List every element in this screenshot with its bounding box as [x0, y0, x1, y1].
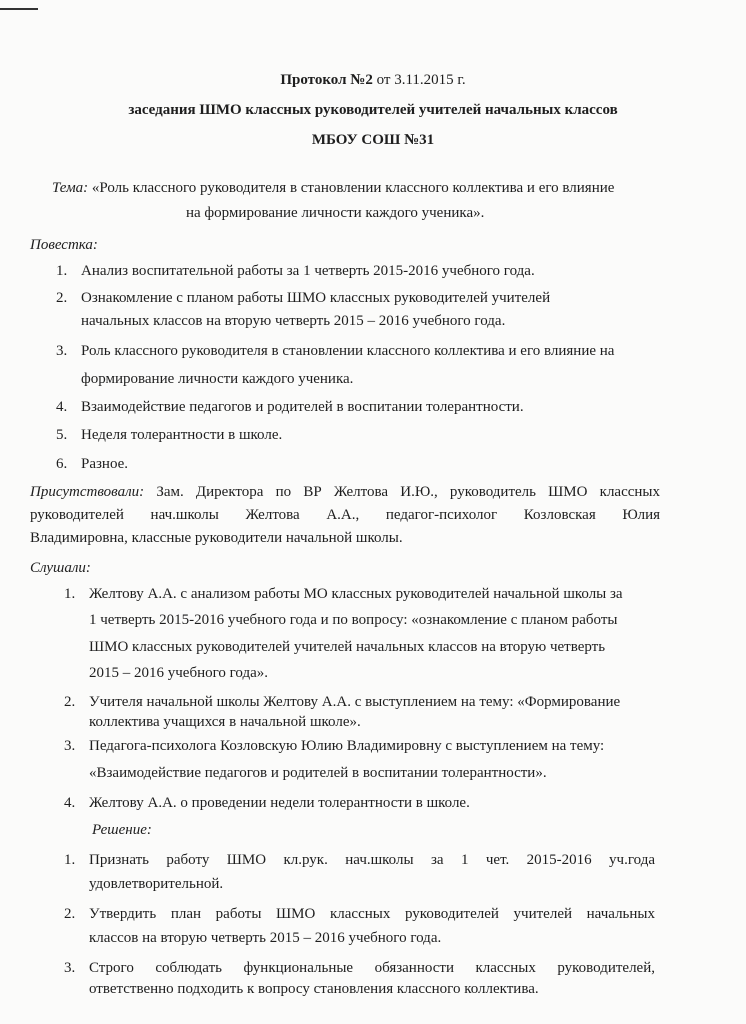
agenda-item-number: 3. — [56, 343, 68, 359]
heard-item-text: Желтову А.А. о проведении недели толерантности в школе. — [89, 795, 470, 811]
decision-item-number: 3. — [64, 960, 76, 976]
present-text-2: руководителей нач.школы Желтова А.А., педагог-психолог Козловская Юлия — [30, 507, 660, 523]
present-text-1: Зам. Директора по ВР Желтова И.Ю., руководитель ШМО классных — [156, 484, 661, 500]
topic-line-1 — [52, 180, 614, 197]
protocol-date: от 3.11.2015 г. — [372, 72, 466, 88]
agenda-item-text: формирование личности каждого ученика. — [81, 371, 354, 387]
heard-item-text: коллектива учащихся в начальной школе». — [89, 714, 361, 730]
agenda-label: Повестка: — [30, 237, 98, 253]
heard-item-number: 3. — [64, 738, 76, 754]
protocol-title — [0, 72, 746, 89]
decision-item-text: Признать работу ШМО кл.рук. нач.школы за 1 чет. 2015-2016 уч.года — [89, 852, 655, 868]
meeting-subtitle: заседания ШМО классных руководителей учителей начальных классов — [128, 102, 618, 118]
agenda-item-number: 1. — [56, 263, 68, 279]
heard-item-number: 1. — [64, 586, 76, 602]
agenda-item-number: 4. — [56, 399, 68, 415]
present-line-1 — [30, 484, 660, 501]
agenda-item-text: Роль классного руководителя в становлении классного коллектива и его влияние на — [81, 343, 615, 359]
decision-item-text: Строго соблюдать функциональные обязанности классных руководителей, — [89, 960, 655, 976]
decision-label: Решение: — [92, 822, 152, 838]
topic-label: Тема: — [52, 180, 89, 196]
scan-edge-mark — [0, 8, 38, 10]
decision-item-text: классов на вторую четверть 2015 – 2016 учебного года. — [89, 930, 442, 946]
heard-item-text: Педагога-психолога Козловскую Юлию Владимировну с выступлением на тему: — [89, 738, 605, 754]
agenda-item-text: Разное. — [81, 456, 129, 472]
agenda-item-text: начальных классов на вторую четверть 2015 – 2016 учебного года. — [81, 313, 506, 329]
heard-item-text: Желтову А.А. с анализом работы МО классных руководителей начальной школы за — [89, 586, 623, 602]
agenda-item-text: Ознакомление с планом работы ШМО классных руководителей учителей — [81, 290, 551, 306]
decision-item-text: удовлетворительной. — [89, 876, 224, 892]
present-label: Присутствовали: — [30, 484, 145, 500]
heard-item-text: ШМО классных руководителей учителей начальных классов на вторую четверть — [89, 639, 606, 655]
heard-item-number: 2. — [64, 694, 76, 710]
agenda-item-number: 6. — [56, 456, 68, 472]
decision-item-text: Утвердить план работы ШМО классных руководителей учителей начальных — [89, 906, 655, 922]
heard-item-text: Учителя начальной школы Желтову А.А. с выступлением на тему: «Формирование — [89, 694, 621, 710]
heard-item-number: 4. — [64, 795, 76, 811]
heard-item-text: 1 четверть 2015-2016 учебного года и по вопросу: «ознакомление с планом работы — [89, 612, 618, 628]
decision-item-text: ответственно подходить к вопросу становления классного коллектива. — [89, 981, 539, 997]
agenda-item-text: Взаимодействие педагогов и родителей в воспитании толерантности. — [81, 399, 524, 415]
topic-text-1: «Роль классного руководителя в становлении классного коллектива и его влияние — [91, 180, 615, 196]
heard-item-text: «Взаимодействие педагогов и родителей в воспитании толерантности». — [89, 765, 547, 781]
agenda-item-text: Неделя толерантности в школе. — [81, 427, 283, 443]
topic-text-2: на формирование личности каждого ученика». — [186, 205, 485, 221]
agenda-item-number: 2. — [56, 290, 68, 306]
present-text-3: Владимировна, классные руководители начальной школы. — [30, 530, 403, 546]
decision-item-number: 1. — [64, 852, 76, 868]
decision-item-number: 2. — [64, 906, 76, 922]
heard-label: Слушали: — [30, 560, 91, 576]
agenda-item-text: Анализ воспитательной работы за 1 четверть 2015-2016 учебного года. — [81, 263, 535, 279]
heard-item-text: 2015 – 2016 учебного года». — [89, 665, 269, 681]
school-name: МБОУ СОШ №31 — [311, 132, 435, 148]
agenda-item-number: 5. — [56, 427, 68, 443]
protocol-number: Протокол №2 — [280, 72, 373, 88]
